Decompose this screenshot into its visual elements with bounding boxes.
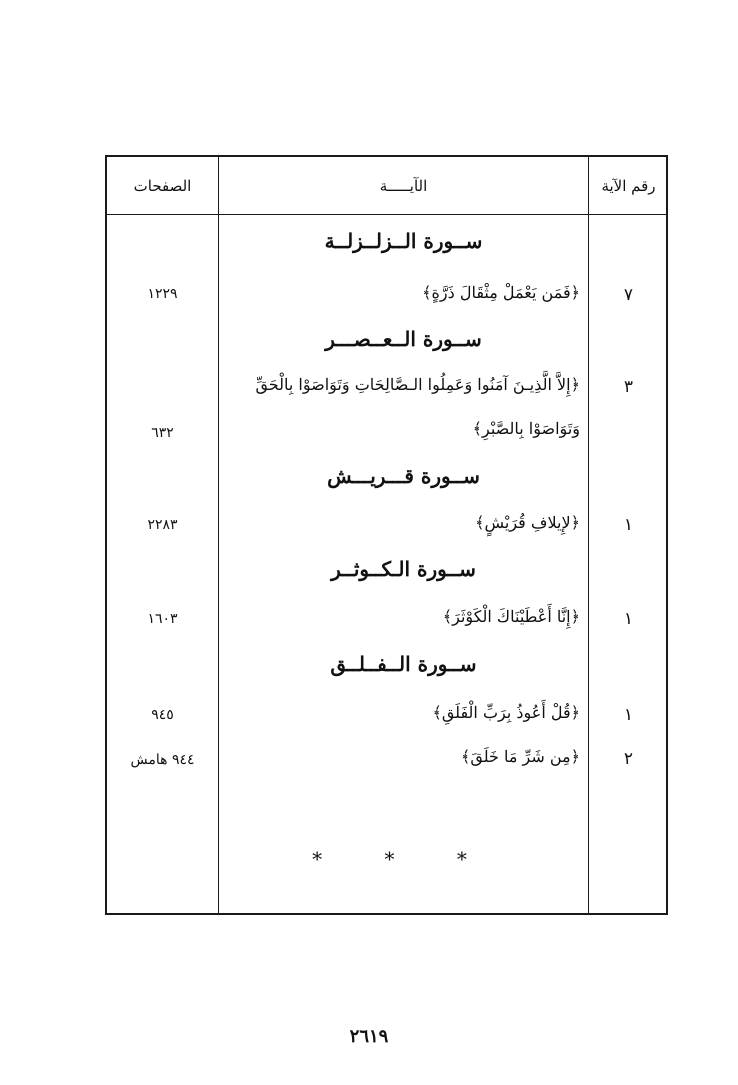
verse-pages: ٦٣٢: [151, 425, 174, 441]
verse-number: ٢: [623, 749, 634, 769]
surah-title-falaq: ســورة الــفــلــق: [330, 652, 477, 676]
header-verse-number: رقم الآية: [601, 177, 656, 195]
verse-pages: ٩٤٤ هامش: [130, 752, 195, 768]
verse-pages: ١٢٢٩: [147, 286, 178, 302]
verse-number: ١: [623, 515, 634, 535]
verse-text-line1: ﴿إِلاَّ الَّذِيـنَ آمَنُوا وَعَمِلُوا الـصَّالِحَاتِ وَتَوَاصَوْا بِالْحَقِّ: [255, 375, 580, 394]
verse-pages: ٩٤٥: [151, 707, 174, 723]
verse-text: ﴿إِنَّا أَعْطَيْنَاكَ الْكَوْثَرَ﴾: [442, 607, 580, 626]
verse-number: ٧: [623, 285, 634, 305]
surah-title-zalzala: ســورة الــزلــزلــة: [324, 229, 483, 253]
surah-title-asr: ســورة الــعــصـــر: [325, 327, 482, 351]
verse-pages: ١٦٠٣: [147, 611, 178, 627]
verse-number: ٣: [623, 377, 634, 397]
verse-number: ١: [623, 609, 634, 629]
verse-number: ١: [623, 705, 634, 725]
verse-text-line2: وَتَوَاصَوْا بِالصَّبْرِ﴾: [472, 419, 580, 438]
verse-text: ﴿فَمَن يَعْمَلْ مِثْقَالَ ذَرَّةٍ﴾: [422, 283, 580, 302]
column-divider-number: [588, 157, 589, 913]
end-mark: * * *: [312, 847, 495, 871]
header-verse: الآيـــــة: [379, 177, 428, 195]
header-pages: الصفحات: [133, 177, 192, 195]
verse-text: ﴿لإِيلافِ قُرَيْشٍ﴾: [475, 513, 580, 532]
verse-text: ﴿قُلْ أَعُوذُ بِرَبِّ الْفَلَقِ﴾: [432, 703, 580, 722]
column-divider-pages: [218, 157, 219, 913]
index-table: [105, 155, 668, 915]
surah-title-kawthar: ســورة الـكــوثــر: [331, 557, 476, 581]
page-number: ٢٦١٩: [349, 1026, 389, 1047]
surah-title-quraysh: ســورة قـــريـــش: [327, 464, 480, 488]
header-divider: [107, 214, 666, 215]
verse-pages: ٢٢٨٣: [147, 517, 178, 533]
verse-text: ﴿مِن شَرِّ مَا خَلَقَ﴾: [461, 747, 580, 766]
